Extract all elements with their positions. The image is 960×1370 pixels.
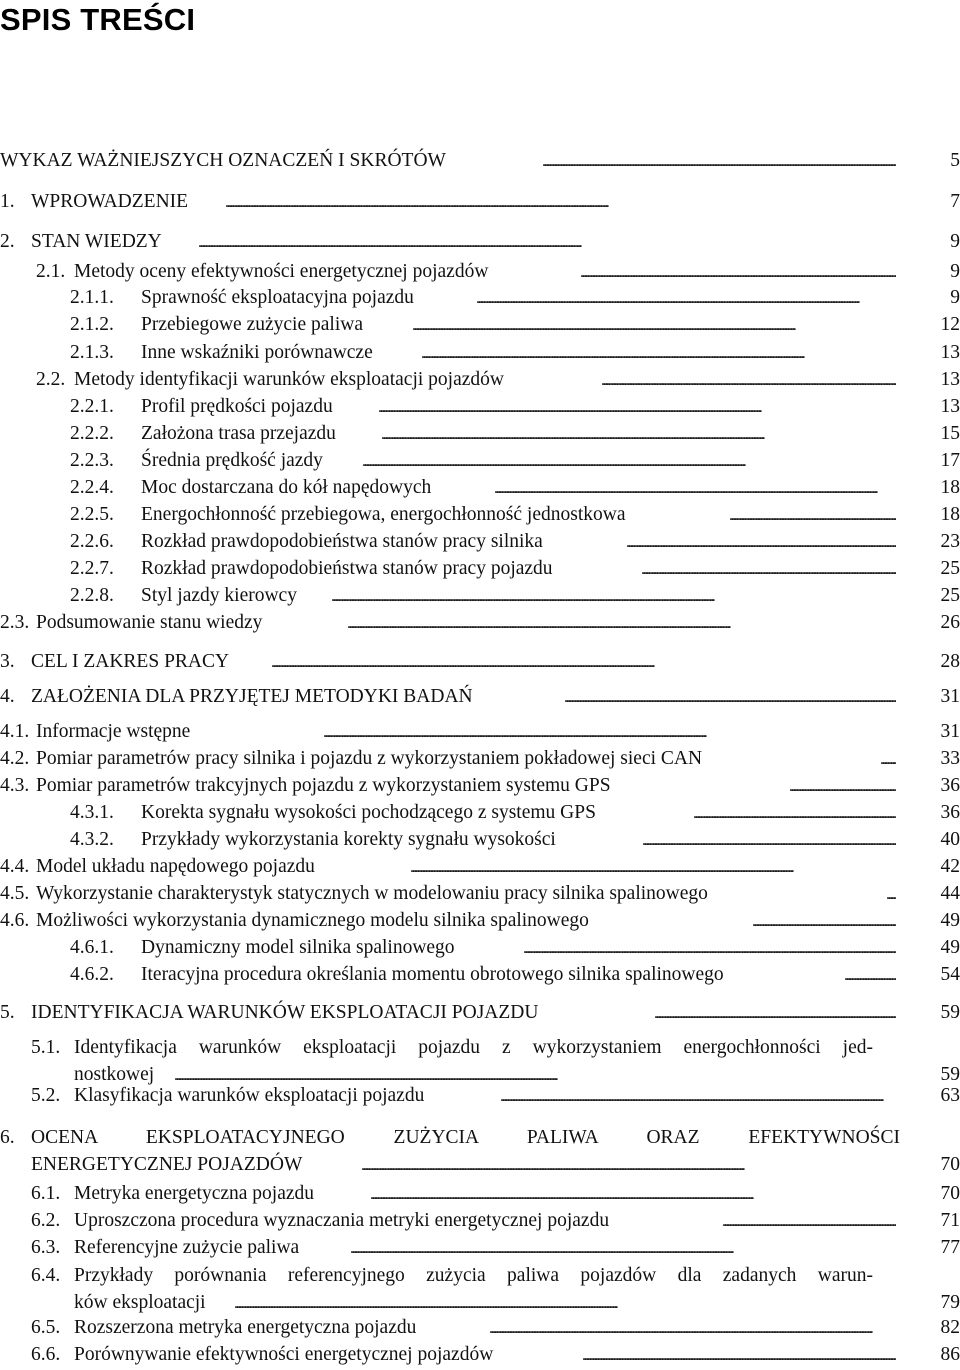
dot-leader — [880, 745, 896, 773]
toc-entry-number: 5. — [0, 1002, 15, 1023]
toc-entry[interactable] — [0, 528, 960, 556]
toc-entry[interactable] — [0, 1124, 960, 1152]
toc-entry-title: Metody oceny efektywności energetycznej pojazdów — [74, 261, 489, 282]
toc-entry[interactable] — [0, 474, 960, 502]
toc-entry-number: 4.4. — [0, 856, 30, 877]
dot-leader — [729, 501, 896, 529]
toc-entry-number: 6.4. — [31, 1265, 61, 1286]
toc-entry-title: Referencyjne zużycie paliwa — [74, 1237, 300, 1258]
dot-leader — [722, 1207, 896, 1235]
toc-entry-number: 4.1. — [0, 721, 30, 742]
dot-leader — [500, 1082, 896, 1110]
toc-entry[interactable] — [0, 1262, 960, 1290]
toc-entry[interactable] — [0, 1082, 960, 1110]
toc-entry-number: 1. — [0, 191, 15, 212]
toc-entry-number: 4. — [0, 686, 15, 707]
toc-entry-page: 49 — [940, 937, 960, 958]
dot-leader — [542, 147, 896, 175]
toc-entry-title: WPROWADZENIE — [31, 191, 189, 212]
toc-entry-page: 18 — [940, 504, 960, 525]
toc-entry-title: OCENA EKSPLOATACYJNEGO ZUŻYCIA PALIWA ORAZ EFEKTYWNOŚCI — [31, 1127, 900, 1148]
toc-entry-number: 4.6.2. — [70, 964, 114, 985]
dot-leader — [225, 188, 896, 216]
toc-entry-number: 4.6. — [0, 910, 30, 931]
toc-entry-title: Porównywanie efektywności energetycznej pojazdów — [74, 1344, 494, 1365]
toc-entry-title: STAN WIEDZY — [31, 231, 162, 252]
dot-leader — [361, 1151, 896, 1179]
toc-entry[interactable] — [0, 1234, 960, 1262]
dot-leader — [378, 393, 896, 421]
toc-entry[interactable] — [0, 934, 960, 962]
toc-entry-title: Rozkład prawdopodobieństwa stanów pracy pojazdu — [141, 558, 553, 579]
toc-entry-title: Rozszerzona metryka energetyczna pojazdu — [74, 1317, 417, 1338]
toc-entry-page: 28 — [940, 651, 960, 672]
dot-leader — [410, 853, 896, 881]
toc-entry-title: Metody identyfikacji warunków eksploatacji pojazdów — [74, 369, 504, 390]
toc-entry[interactable] — [0, 799, 960, 827]
toc-entry-title: ZAŁOŻENIA DLA PRZYJĘTEJ METODYKI BADAŃ — [31, 686, 473, 707]
toc-entry-page: 9 — [950, 231, 960, 252]
toc-entry-page: 40 — [940, 829, 960, 850]
dot-leader — [886, 880, 896, 908]
dot-leader — [412, 311, 896, 339]
toc-entry-page: 33 — [940, 748, 960, 769]
dot-leader — [494, 474, 896, 502]
dot-leader — [626, 528, 896, 556]
dot-leader — [752, 907, 896, 935]
dot-leader — [642, 826, 896, 854]
toc-entry-page: 25 — [940, 558, 960, 579]
toc-entry[interactable] — [0, 339, 960, 367]
toc-entry-continuation[interactable] — [0, 1151, 960, 1179]
toc-entry-number: 2.2.4. — [70, 477, 114, 498]
toc-entry-title: Przykłady porównania referencyjnego zużycia paliwa pojazdów dla zadanych warun- — [74, 1265, 873, 1286]
toc-entry-page: 15 — [940, 423, 960, 444]
dot-leader — [234, 1289, 896, 1317]
dot-leader — [789, 772, 896, 800]
toc-entry[interactable] — [0, 501, 960, 529]
toc-entry-number: 2.2.3. — [70, 450, 114, 471]
toc-entry-title: Informacje wstępne — [36, 721, 191, 742]
toc-entry-number: 2.1. — [36, 261, 66, 282]
toc-entry[interactable] — [0, 188, 960, 216]
toc-entry-page: 18 — [940, 477, 960, 498]
toc-entry-page: 13 — [940, 342, 960, 363]
toc-entry[interactable] — [0, 311, 960, 339]
toc-entry-title: Pomiar parametrów trakcyjnych pojazdu z wykorzystaniem systemu GPS — [36, 775, 611, 796]
toc-entry-title: Uproszczona procedura wyznaczania metryki energetycznej pojazdu — [74, 1210, 610, 1231]
toc-entry[interactable] — [0, 853, 960, 881]
toc-entry-page: 77 — [940, 1237, 960, 1258]
dot-leader — [323, 718, 896, 746]
toc-entry-title: IDENTYFIKACJA WARUNKÓW EKSPLOATACJI POJAZDU — [31, 1002, 539, 1023]
toc-entry[interactable] — [0, 228, 960, 256]
toc-entry-page: 70 — [940, 1154, 960, 1175]
toc-entry-number: 2.2.8. — [70, 585, 114, 606]
toc-entry-page: 13 — [940, 396, 960, 417]
toc-entry-number: 6.3. — [31, 1237, 61, 1258]
toc-entry-number: 2.2.1. — [70, 396, 114, 417]
toc-entry[interactable] — [0, 880, 960, 908]
dot-leader — [421, 339, 896, 367]
dot-leader — [641, 555, 896, 583]
toc-entry[interactable] — [0, 1314, 960, 1342]
toc-entry-page: 12 — [940, 314, 960, 335]
dot-leader — [381, 420, 896, 448]
toc-entry-page: 7 — [950, 191, 960, 212]
toc-entry[interactable] — [0, 961, 960, 989]
toc-entry-number: 3. — [0, 651, 15, 672]
toc-entry-title: Identyfikacja warunków eksploatacji pojazdu z wykorzystaniem energochłonności jed- — [74, 1037, 873, 1058]
toc-entry-page: 23 — [940, 531, 960, 552]
toc-entry-continuation[interactable] — [0, 1289, 960, 1317]
dot-leader — [844, 961, 896, 989]
toc-entry-page: 86 — [940, 1344, 960, 1365]
toc-entry-title: Pomiar parametrów pracy silnika i pojazdu z wykorzystaniem pokładowej sieci CAN — [36, 748, 703, 769]
toc-entry-page: 13 — [940, 369, 960, 390]
dot-leader — [582, 1341, 896, 1369]
toc-entry-title: CEL I ZAKRES PRACY — [31, 651, 230, 672]
toc-entry[interactable] — [0, 718, 960, 746]
toc-entry-title: Model układu napędowego pojazdu — [36, 856, 315, 877]
toc-entry[interactable] — [0, 366, 960, 394]
toc-entry-number: 4.6.1. — [70, 937, 114, 958]
toc-entry-title-continuation: nostkowej — [74, 1064, 155, 1085]
toc-entry-title: Rozkład prawdopodobieństwa stanów pracy silnika — [141, 531, 543, 552]
toc-entry-title-continuation: ENERGETYCZNEJ POJAZDÓW — [31, 1154, 303, 1175]
toc-entry-title-continuation: ków eksploatacji — [74, 1292, 206, 1313]
toc-entry-title: Klasyfikacja warunków eksploatacji pojazdu — [74, 1085, 425, 1106]
toc-entry-number: 4.3. — [0, 775, 30, 796]
toc-entry[interactable] — [0, 1341, 960, 1369]
toc-entry-title: Moc dostarczana do kół napędowych — [141, 477, 432, 498]
toc-entry-number: 2. — [0, 231, 15, 252]
toc-entry-title: Sprawność eksploatacyjna pojazdu — [141, 287, 414, 308]
toc-entry-number: 4.5. — [0, 883, 30, 904]
toc-entry-number: 5.2. — [31, 1085, 61, 1106]
toc-entry-title: Przebiegowe zużycie paliwa — [141, 314, 363, 335]
toc-entry-page: 54 — [940, 964, 960, 985]
toc-entry-title: Metryka energetyczna pojazdu — [74, 1183, 315, 1204]
toc-entry[interactable] — [0, 447, 960, 475]
toc-entry-title: Możliwości wykorzystania dynamicznego modelu silnika spalinowego — [36, 910, 589, 931]
toc-entry-page: 5 — [950, 150, 960, 171]
toc-entry-number: 2.2.6. — [70, 531, 114, 552]
toc-entry-number: 2.1.3. — [70, 342, 114, 363]
toc-entry[interactable] — [0, 555, 960, 583]
toc-entry-page: 36 — [940, 802, 960, 823]
toc-entry-number: 2.2.5. — [70, 504, 114, 525]
toc-entry[interactable] — [0, 772, 960, 800]
dot-leader — [654, 999, 896, 1027]
toc-entry[interactable] — [0, 420, 960, 448]
toc-entry-page: 70 — [940, 1183, 960, 1204]
dot-leader — [580, 258, 896, 286]
dot-leader — [271, 648, 896, 676]
toc-entry-title: Podsumowanie stanu wiedzy — [36, 612, 263, 633]
toc-entry[interactable] — [0, 258, 960, 286]
dot-leader — [362, 447, 896, 475]
toc-entry-page: 31 — [940, 721, 960, 742]
toc-entry-number: 6.5. — [31, 1317, 61, 1338]
toc-entry-page: 82 — [940, 1317, 960, 1338]
dot-leader — [370, 1180, 896, 1208]
toc-entry[interactable] — [0, 648, 960, 676]
toc-entry-number: 6.1. — [31, 1183, 61, 1204]
toc-entry-page: 36 — [940, 775, 960, 796]
toc-entry-number: 6.6. — [31, 1344, 61, 1365]
toc-entry-number: 6. — [0, 1127, 15, 1148]
toc-entry[interactable] — [0, 147, 960, 175]
toc-entry-page: 9 — [950, 261, 960, 282]
page-title: SPIS TREŚCI — [0, 2, 196, 37]
toc-entry[interactable] — [0, 683, 960, 711]
toc-entry-number: 2.3. — [0, 612, 30, 633]
toc-entry[interactable] — [0, 1207, 960, 1235]
toc-entry[interactable] — [0, 1034, 960, 1062]
toc-entry-number: 2.2.2. — [70, 423, 114, 444]
toc-entry-page: 49 — [940, 910, 960, 931]
toc-entry-number: 5.1. — [31, 1037, 61, 1058]
dot-leader — [564, 683, 896, 711]
toc-entry[interactable] — [0, 745, 960, 773]
toc-entry-page: 71 — [940, 1210, 960, 1231]
toc-entry-title: WYKAZ WAŻNIEJSZYCH OZNACZEŃ I SKRÓTÓW — [0, 150, 446, 171]
toc-entry-number: 4.3.1. — [70, 802, 114, 823]
dot-leader — [350, 1234, 896, 1262]
toc-entry[interactable] — [0, 907, 960, 935]
toc-entry-title: Korekta sygnału wysokości pochodzącego z systemu GPS — [141, 802, 596, 823]
toc-entry-number: 4.2. — [0, 748, 30, 769]
toc-entry-number: 2.2.7. — [70, 558, 114, 579]
toc-entry-page: 31 — [940, 686, 960, 707]
dot-leader — [601, 366, 896, 394]
toc-entry-title: Przykłady wykorzystania korekty sygnału wysokości — [141, 829, 556, 850]
toc-entry[interactable] — [0, 999, 960, 1027]
toc-entry-title: Wykorzystanie charakterystyk statycznych w modelowaniu pracy silnika spalinowego — [36, 883, 708, 904]
toc-entry[interactable] — [0, 582, 960, 610]
toc-entry-number: 2.1.2. — [70, 314, 114, 335]
toc-entry-title: Iteracyjna procedura określania momentu obrotowego silnika spalinowego — [141, 964, 724, 985]
toc-entry-number: 4.3.2. — [70, 829, 114, 850]
toc-entry-page: 59 — [940, 1002, 960, 1023]
toc-entry-title: Dynamiczny model silnika spalinowego — [141, 937, 455, 958]
toc-entry-page: 17 — [940, 450, 960, 471]
toc-entry[interactable] — [0, 393, 960, 421]
dot-leader — [489, 1314, 896, 1342]
toc-entry-title: Profil prędkości pojazdu — [141, 396, 333, 417]
dot-leader — [693, 799, 896, 827]
dot-leader — [476, 284, 896, 312]
toc-entry-title: Średnia prędkość jazdy — [141, 450, 323, 471]
toc-entry[interactable] — [0, 609, 960, 637]
toc-entry[interactable] — [0, 284, 960, 312]
toc-entry-page: 79 — [940, 1292, 960, 1313]
toc-entry-page: 63 — [940, 1085, 960, 1106]
toc-entry[interactable] — [0, 1180, 960, 1208]
toc-entry-page: 42 — [940, 856, 960, 877]
toc-entry-title: Inne wskaźniki porównawcze — [141, 342, 373, 363]
toc-entry-title: Energochłonność przebiegowa, energochłonność jednostkowa — [141, 504, 626, 525]
toc-entry-title: Styl jazdy kierowcy — [141, 585, 297, 606]
toc-entry-page: 26 — [940, 612, 960, 633]
toc-entry-number: 2.2. — [36, 369, 66, 390]
dot-leader — [523, 934, 896, 962]
toc-entry-page: 25 — [940, 585, 960, 606]
toc-entry-title: Założona trasa przejazdu — [141, 423, 336, 444]
toc-entry-number: 6.2. — [31, 1210, 61, 1231]
toc-entry-page: 59 — [940, 1064, 960, 1085]
toc-entry-page: 44 — [940, 883, 960, 904]
dot-leader — [331, 582, 896, 610]
toc-entry[interactable] — [0, 826, 960, 854]
dot-leader — [347, 609, 896, 637]
toc-entry-number: 2.1.1. — [70, 287, 114, 308]
toc-entry-page: 9 — [950, 287, 960, 308]
dot-leader — [198, 228, 896, 256]
